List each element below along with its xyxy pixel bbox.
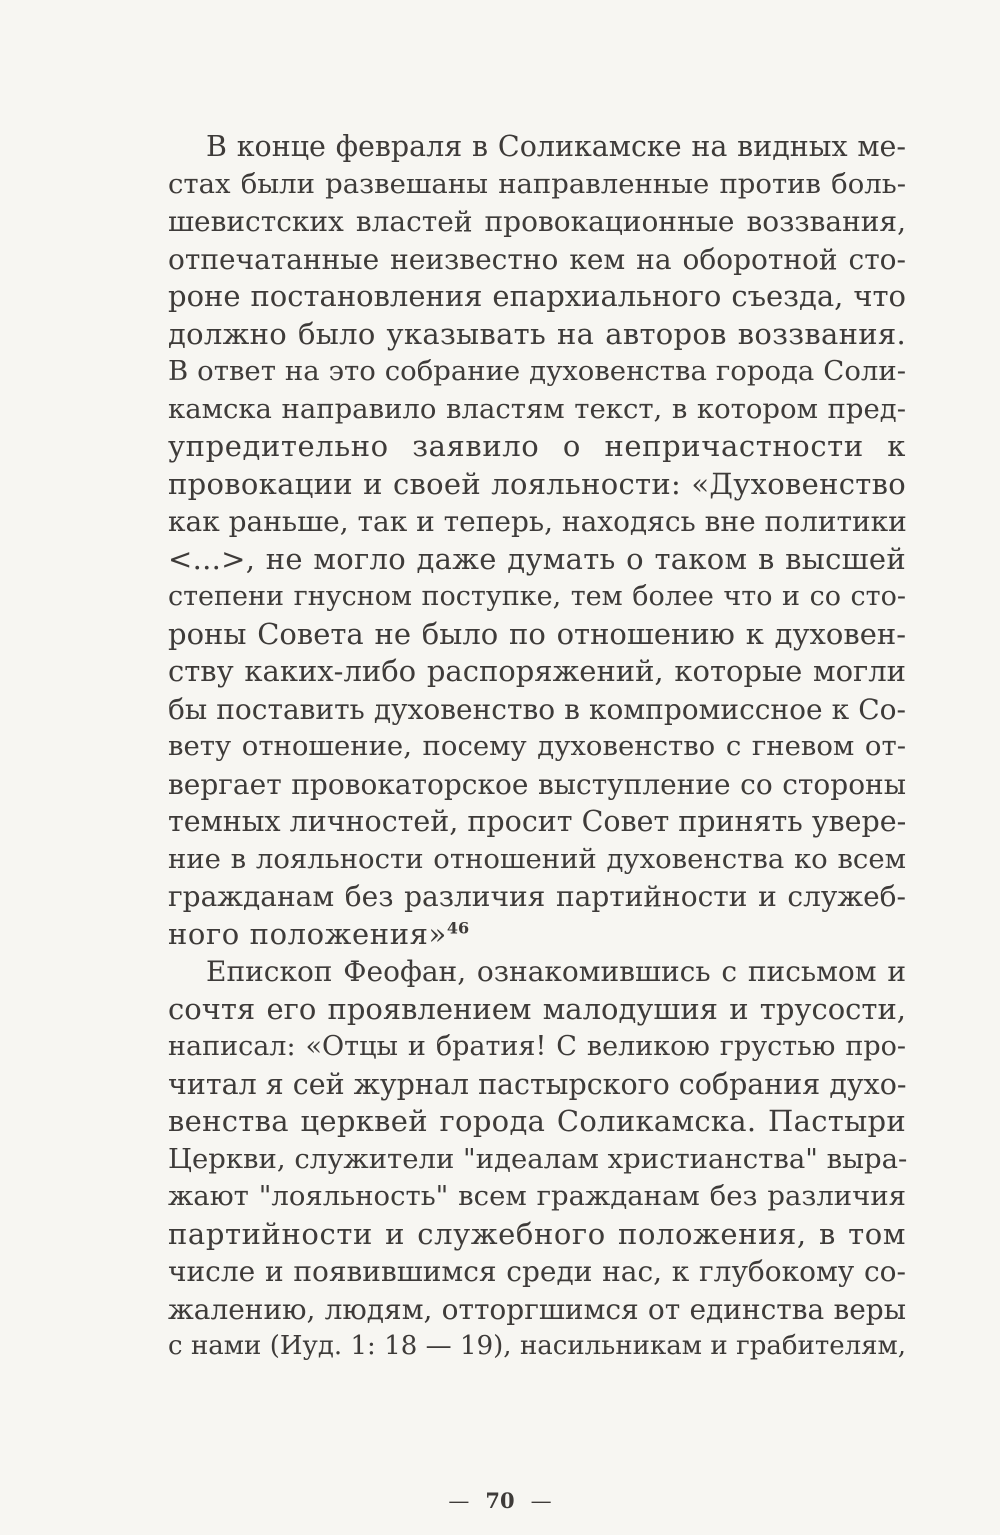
text-line: камска направило властям текст, в котором пред- [168, 392, 906, 425]
page-number-dash-left: — [448, 1489, 470, 1513]
text-line: ству каких-либо распоряжений, которые могли [168, 654, 906, 688]
text-line: должно было указывать на авторов воззвания. [168, 316, 906, 351]
text-line: степени гнусном поступке, тем более что и со сто- [168, 581, 906, 612]
text-line: упредительно заявило о непричастности к [168, 429, 906, 463]
text-line: как раньше, так и теперь, находясь вне политики [168, 505, 907, 538]
text-line: роны Совета не было по отношению к духовен- [168, 616, 906, 651]
text-line: написал: «Отцы и братия! С великою грустью про- [168, 1031, 906, 1062]
text-line: сочтя его проявлением малодушия и трусости, [168, 991, 906, 1026]
text-line: гражданам без различия партийности и служеб- [168, 880, 906, 913]
text-line: провокации и своей лояльности: «Духовенство [168, 466, 906, 501]
text-line: ние в лояльности отношений духовенства ко всем [168, 842, 906, 875]
text-line: темных личностей, просит Совет принять увере- [168, 805, 907, 838]
text-line: В конце февраля в Соликамске на видных ме- [206, 130, 906, 163]
page-number-dash-right: — [530, 1489, 552, 1513]
page-number [0, 1488, 1000, 1513]
text-line: отпечатанные неизвестно кем на оборотной сто- [168, 242, 906, 276]
text-line: с нами (Иуд. 1: 18 — 19), насильникам и грабителям, [168, 1331, 906, 1361]
text-line: бы поставить духовенство в компромиссное к Со- [168, 692, 906, 726]
text-line [168, 916, 906, 954]
text-line: жают "лояльность" всем гражданам без различия [168, 1180, 906, 1212]
page-number-value: 70 [485, 1488, 515, 1513]
text-line: числе и появившимся среди нас, к глубокому со- [168, 1255, 906, 1288]
text-line: <...>, не могло даже думать о таком в высшей [168, 541, 906, 576]
text-line: вергает провокаторское выступление со стороны [168, 767, 906, 801]
text-line: Епископ Феофан, ознакомившись с письмом и [206, 955, 906, 988]
text-line: вету отношение, посему духовенство с гневом от- [168, 730, 906, 762]
footnote-reference[interactable]: 46 [446, 917, 470, 937]
text-line: стах были развешаны направленные против боль- [168, 167, 906, 200]
text-line: шевистских властей провокационные воззвания, [168, 205, 906, 238]
text-line: читал я сей журнал пастырского собрания духо- [168, 1067, 907, 1101]
text-line: В ответ на это собрание духовенства города Соли- [168, 355, 906, 387]
text-line: роне постановления епархиального съезда, что [168, 279, 906, 313]
text-line: жалению, людям, отторгшимся от единства веры [168, 1292, 906, 1326]
text-line: Церкви, служители "идеалам христианства" выра- [168, 1142, 908, 1175]
body-text [168, 128, 906, 1366]
text-line-end: ного положения» [168, 916, 447, 951]
text-line: венства церквей города Соликамска. Пастыри [168, 1104, 906, 1138]
text-line: партийности и служебного положения, в том [168, 1216, 906, 1251]
